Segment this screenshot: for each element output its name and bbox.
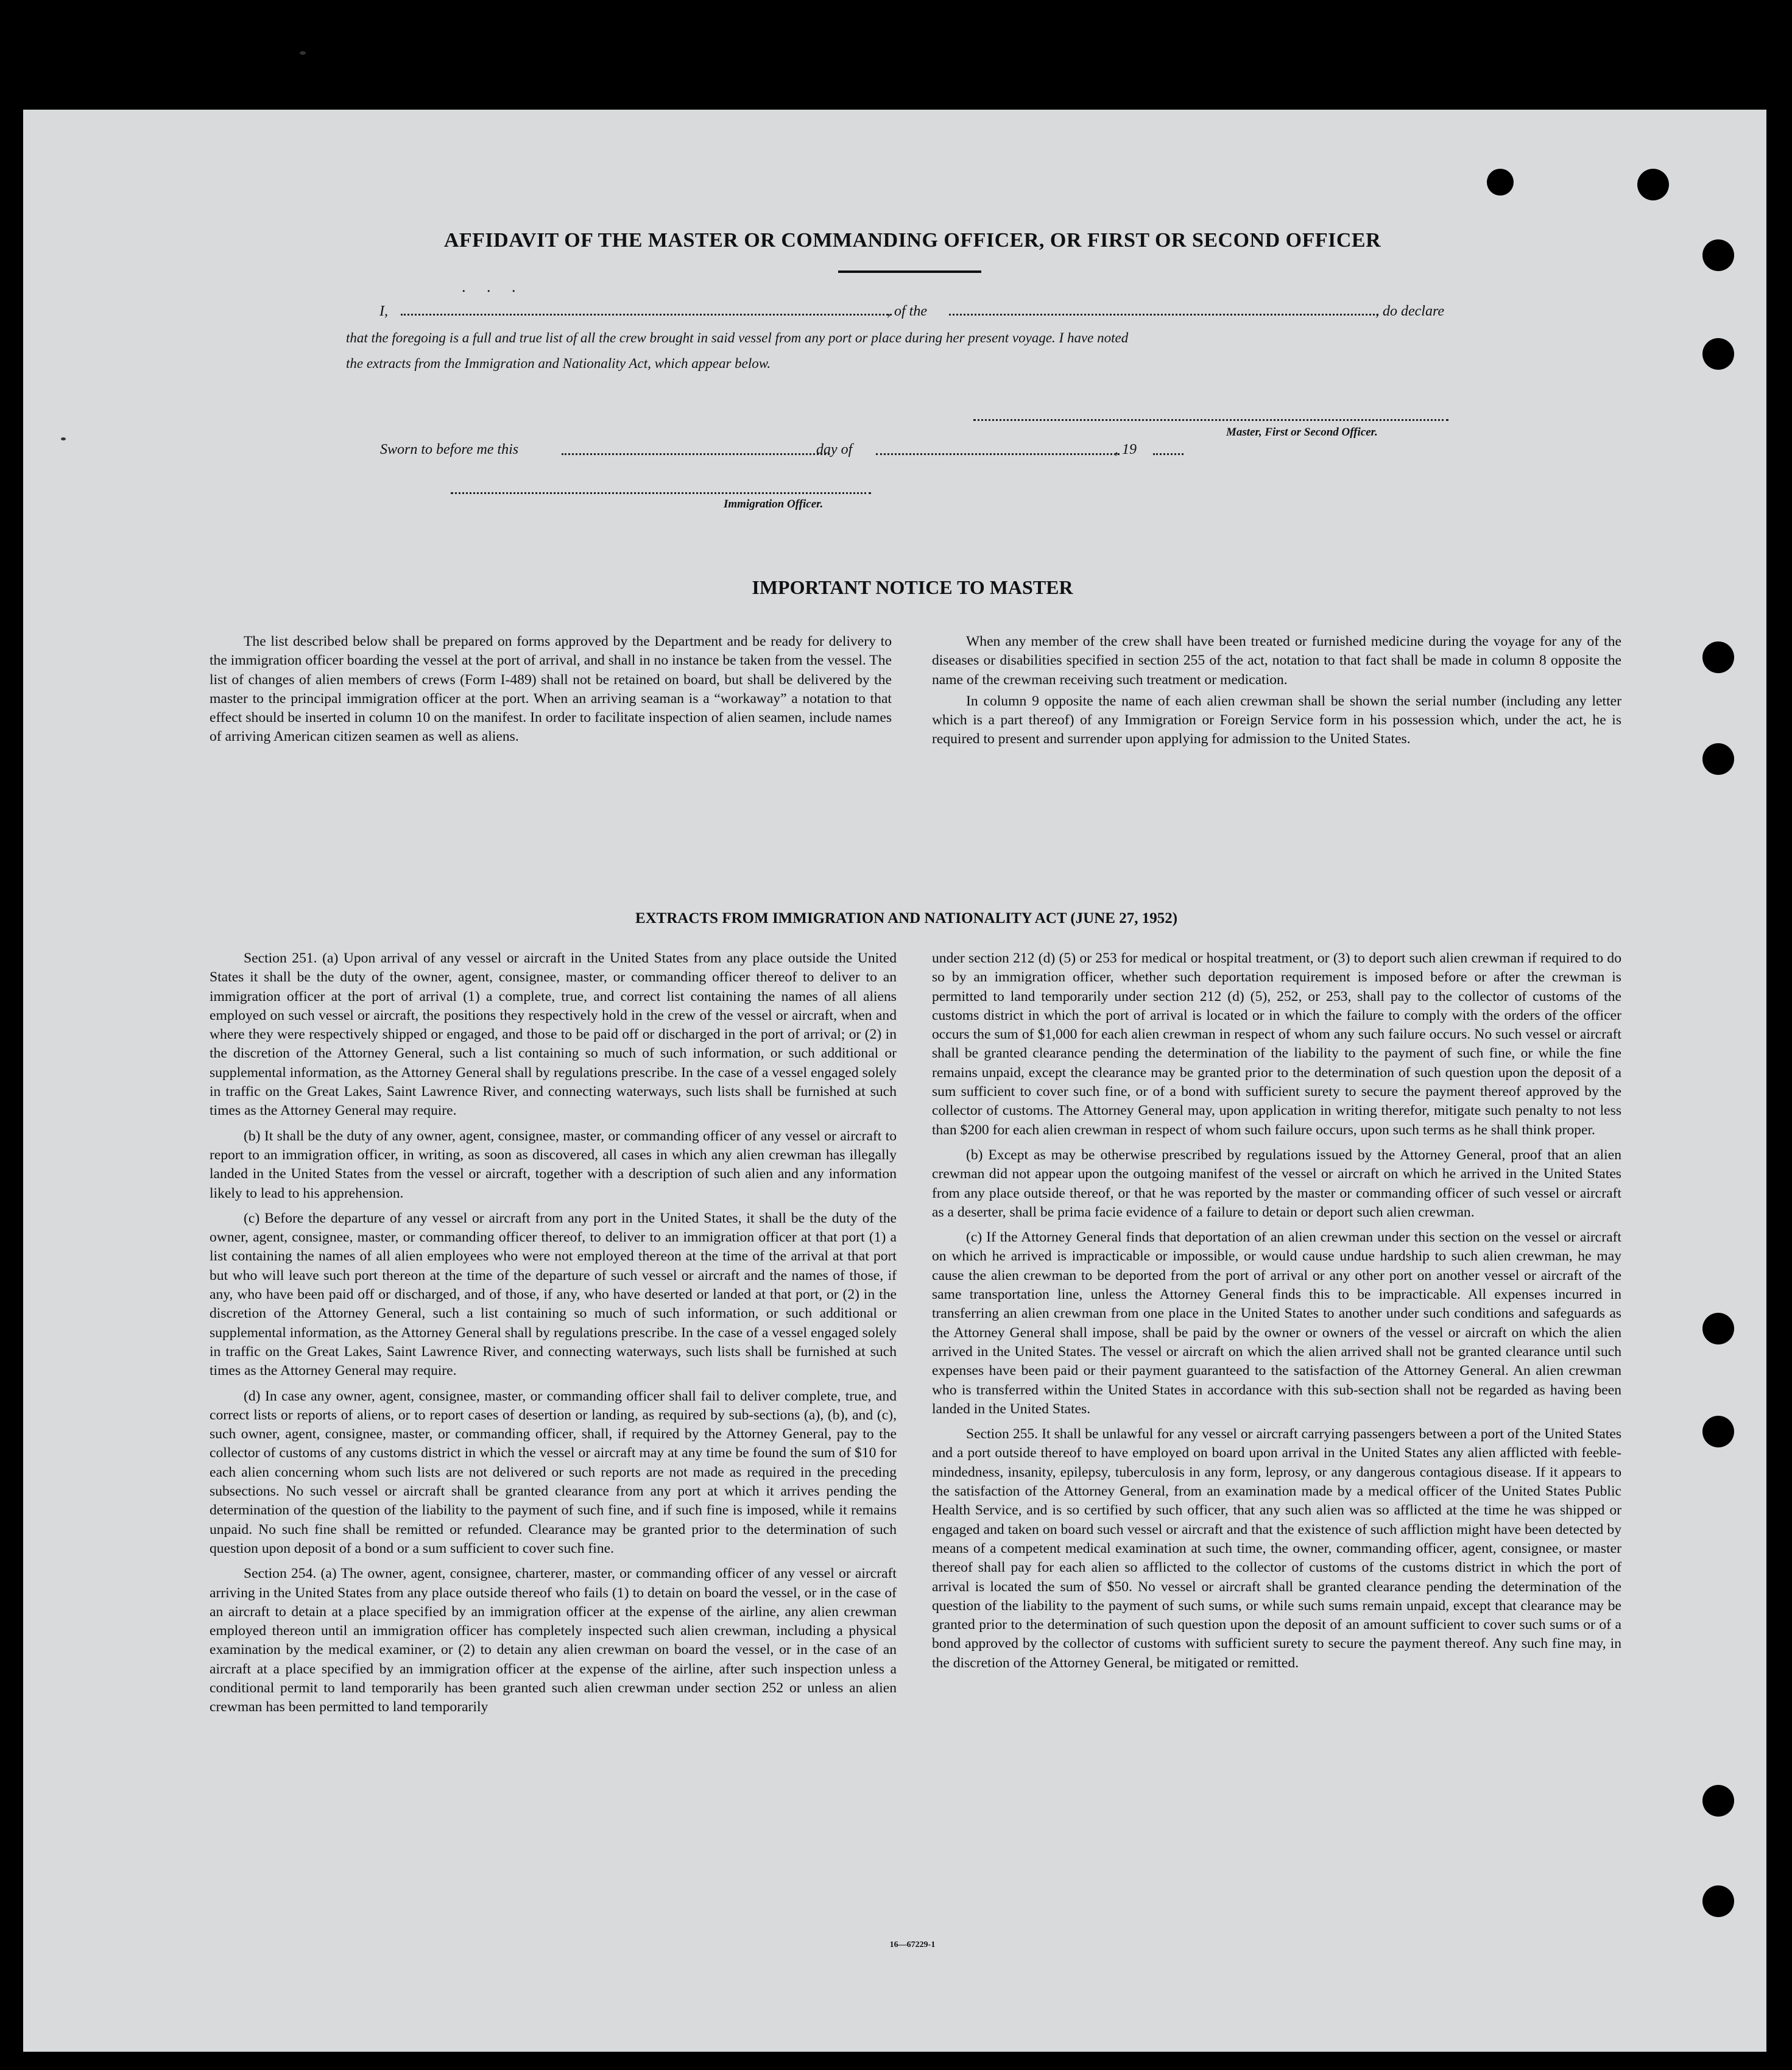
section-251-c: (c) Before the departure of any vessel or aircraft from any port in the United States, it shall be the duty of the owner, agent, consignee, master, or commanding officer thereof, to deliver to an immigration officer at that port (1) a list containing the names of all alien employees who were not employed thereon at the time of the arrival at that port but who will leave such port thereon at the time of the departure of such vessel or aircraft and the names of those, if any, who have been paid off or discharged, and of those, if any, who have deserted or landed at that port, or (2) in the discretion of the Attorney General, such a list containing so much of such information, or such additional or supplemental information, as the Attorney General shall by regulations prescribe. In the case of a vessel engaged solely in traffic on the Great Lakes, Saint Lawrence River, and connecting waterways, such lists shall be furnished at such times as the Attorney General may require. bbox=[210, 1210, 897, 1379]
extracts-left-column bbox=[210, 949, 897, 1717]
notice-right-column bbox=[932, 632, 1621, 749]
binder-hole bbox=[1702, 641, 1734, 673]
binder-hole bbox=[1702, 1313, 1734, 1344]
section-254-a-continued: under section 212 (d) (5) or 253 for medical or hospital treatment, or (3) to deport such alien crewman if required to do so by an immigration officer, whether such deportation requirement is imposed before or after the crewman is permitted to land temporarily under section 212 (d) (5), 252, or 253, shall pay to the collector of customs of the customs district in which the port of arrival is located or in which the failure to comply with the orders of the officer occurs the sum of $1,000 for each alien crewman in respect of whom any such failure occurs. No such vessel or aircraft shall be granted clearance pending the determination of the liability to the payment of such fine, or while the fine remains unpaid, except the clearance may be granted prior to the determination of such question upon the deposit of a sum sufficient to cover such fine, or of a bond with sufficient surety to secure the payment thereof approved by the collector of customs. The Attorney General may, upon application in writing therefor, mitigate such penalty to not less than $200 for each alien crewman in respect of whom such failure occurs, upon such terms as he shall think proper. bbox=[932, 950, 1621, 1138]
binder-hole bbox=[1702, 743, 1734, 775]
extracts-title: EXTRACTS FROM IMMIGRATION AND NATIONALITY ACT (JUNE 27, 1952) bbox=[635, 910, 1178, 927]
officer-signature-label: Immigration Officer. bbox=[724, 498, 824, 510]
month-line bbox=[876, 453, 1120, 455]
vessel-name-line bbox=[949, 314, 1378, 316]
scan-speck bbox=[61, 437, 66, 440]
declaration-i: I, bbox=[379, 303, 388, 319]
scan-speck bbox=[300, 51, 306, 55]
declaration-line-3: the extracts from the Immigration and Nationality Act, which appear below. bbox=[346, 356, 771, 371]
title-rule bbox=[838, 270, 981, 273]
master-signature-line bbox=[973, 419, 1448, 421]
affidavit-title: AFFIDAVIT OF THE MASTER OR COMMANDING OFFICER, OR FIRST OR SECOND OFFICER bbox=[443, 229, 1381, 252]
sworn-date-line bbox=[562, 453, 830, 455]
declarant-name-line bbox=[401, 314, 892, 316]
section-254-a-start: Section 254. (a) The owner, agent, consignee, charterer, master, or commanding officer of any vessel or aircraft arriving in the United States from any place outside thereof who fails (1) to detain on board the vessel, or in the case of an aircraft to detain at a place specified by an immigration officer at the expense of the airline, any alien crewman employed thereon until an immigration officer has completely inspected such alien crewman, including a physical examination by the medical examiner, or (2) to detain any alien crewman on board the vessel, or in the case of an aircraft at a place specified by an immigration officer at the expense of the airline, after such inspection unless a conditional permit to land temporarily has been granted such alien crewman under section 252 or unless an alien crewman has been permitted to land temporarily bbox=[210, 1566, 897, 1715]
section-251-b: (b) It shall be the duty of any owner, agent, consignee, master, or commanding officer of any vessel or aircraft to report to an immigration officer, in writing, as soon as discovered, all cases in which any alien crewman has illegally landed in the United States from the vessel or aircraft, together with a description of such alien and any information likely to lead to his apprehension. bbox=[210, 1128, 897, 1201]
section-254-b: (b) Except as may be otherwise prescribed by regulations issued by the Attorney General, proof that an alien crewman did not appear upon the outgoing manifest of the vessel or aircraft on which he arrived in the United States from any place outside thereof, or that he was reported by the master or commanding officer of such vessel or aircraft as a deserter, shall be prima facie evidence of a failure to detain or deport such alien crewman. bbox=[932, 1146, 1621, 1220]
extracts-right-column bbox=[932, 949, 1621, 1673]
notice-title: IMPORTANT NOTICE TO MASTER bbox=[752, 576, 1073, 598]
notice-left-column bbox=[210, 632, 892, 747]
binder-hole bbox=[1637, 169, 1669, 200]
binder-hole bbox=[1702, 1416, 1734, 1447]
section-255: Section 255. It shall be unlawful for any vessel or aircraft carrying passengers between a port of the United States and a port outside thereof to have employed on board upon arrival in the United States any alien afflicted with feeble-mindedness, insanity, epilepsy, tuberculosis in any form, leprosy, or any dangerous contagious disease. If it appears to the satisfaction of the Attorney General, from an examination made by a medical officer of the United States Public Health Service, and is so certified by such officer, that any such alien was so afflicted at the time he was shipped or engaged and taken on board such vessel or aircraft and that the existence of such affliction might have been detected by means of a competent medical examination at such time, the owner, commanding officer, agent, consignee, or master thereof shall pay for each alien so afflicted to the collector of customs of the customs district in which the port of arrival is located the sum of $50. No vessel or aircraft shall be granted clearance pending the determination of the question of the liability to the payment of such sums, or while such sums remain unpaid, except that clearance may be granted prior to the determination of such question upon the deposit of an amount sufficient to cover such sums or of a bond approved by the collector of customs with sufficient surety to secure the payment thereof. Any such fine may, in the discretion of the Attorney General, be mitigated or remitted. bbox=[932, 1426, 1621, 1671]
declaration-do-declare: , do declare bbox=[1375, 303, 1445, 319]
binder-hole bbox=[1702, 1785, 1734, 1817]
declaration-line-2: that the foregoing is a full and true list of all the crew brought in said vessel from any port or place during her present voyage. I have noted bbox=[346, 330, 1129, 345]
master-signature-label: Master, First or Second Officer. bbox=[1226, 426, 1378, 439]
notice-left-paragraph: The list described below shall be prepared on forms approved by the Department and be ready for delivery to the immigration officer boarding the vessel at the port of arrival, and shall in no instance be taken from the vessel. The list of changes of alien members of crews (Form I-489) shall not be retained on board, but shall be delivered by the master to the principal immigration officer at the port. When an arriving seaman is a “workaway” a notation to that effect should be inserted in column 10 on the manifest. In order to facilitate inspection of alien seamen, include names of arriving American citizen seamen as well as aliens. bbox=[210, 634, 892, 745]
section-254-c: (c) If the Attorney General finds that deportation of an alien crewman under this section on the vessel or aircraft on which he arrived is impracticable or impossible, or would cause undue hardship to such alien crewman, he may cause the alien crewman to be deported from the port of arrival or any other port on another vessel or aircraft of the same transportation line, unless the Attorney General finds this to be impracticable. All expenses incurred in transferring an alien crewman from one place in the United States to another under such conditions and safeguards as the Attorney General shall impose, shall be paid by the owner or owners of the vessel or aircraft on which the alien arrived in the United States. The vessel or aircraft on which the alien arrived shall not be granted clearance until such expenses have been paid or their payment guaranteed to the satisfaction of the Attorney General. An alien crewman who is transferred within the United States in accordance with this sub-section shall not be regarded as having been landed in the United States. bbox=[932, 1229, 1621, 1417]
declaration-of-the: , of the bbox=[887, 303, 927, 319]
form-code: 16—67229-1 bbox=[889, 1940, 936, 1949]
notice-right-paragraph-1: When any member of the crew shall have been treated or furnished medicine during the voyage for any of the diseases or disabilities specified in section 255 of the act, notation to that fact shall be made in column 8 opposite the name of the crewman receiving such treatment or medication. bbox=[932, 634, 1621, 688]
section-251-a: Section 251. (a) Upon arrival of any vessel or aircraft in the United States from any place outside the United States it shall be the duty of the owner, agent, consignee, master, or commanding officer thereof to deliver to an immigration officer at the port of arrival (1) a complete, true, and correct list containing the names of all aliens employed on such vessel or aircraft, the positions they respectively hold in the crew of the vessel or aircraft, when and where they were respectively shipped or engaged, and those to be paid off or discharged in the port of arrival; or (2) in the discretion of the Attorney General, such a list containing so much of such information, or such additional or supplemental information, as the Attorney General shall by regulations prescribe. In the case of a vessel engaged solely in traffic on the Great Lakes, Saint Lawrence River, and connecting waterways, such lists shall be furnished at such times as the Attorney General may require. bbox=[210, 950, 897, 1119]
binder-hole bbox=[1702, 239, 1734, 271]
officer-signature-line bbox=[451, 492, 871, 494]
notice-right-paragraph-2: In column 9 opposite the name of each alien crewman shall be shown the serial number (including any letter which is a part thereof) of any Immigration or Foreign Service form in his possession which, under the act, he is required to present and surrender upon applying for admission to the United States. bbox=[932, 693, 1621, 747]
day-of-text: day of bbox=[816, 442, 853, 457]
binder-hole bbox=[1487, 169, 1514, 196]
year-prefix: , 19 bbox=[1115, 442, 1137, 457]
section-251-d: (d) In case any owner, agent, consignee, master, or commanding officer shall fail to deliver complete, true, and correct lists or reports of aliens, or to report cases of desertion or landing, as required by sub-sections (a), (b), and (c), such owner, agent, consignee, master, or commanding officer, shall, if required by the Attorney General, pay to the collector of customs of any customs district in which the vessel or aircraft may at any time be found the sum of $10 for each alien concerning whom such lists are not delivered or such reports are not made as required in the preceding subsections. No such vessel or aircraft shall be granted clearance from any port at which it arrives pending the determination of the question of the liability to the payment of such fine, and if such fine is imposed, while it remains unpaid. No such fine shall be remitted or refunded. Clearance may be granted prior to the determination of such question upon deposit of a bond or a sum sufficient to cover such fine. bbox=[210, 1388, 897, 1556]
year-line bbox=[1153, 453, 1183, 455]
sworn-text: Sworn to before me this bbox=[380, 442, 519, 457]
binder-hole bbox=[1702, 1885, 1734, 1917]
document-page bbox=[23, 110, 1766, 2052]
binder-hole bbox=[1702, 338, 1734, 370]
decorative-dots: . . . bbox=[462, 278, 524, 295]
